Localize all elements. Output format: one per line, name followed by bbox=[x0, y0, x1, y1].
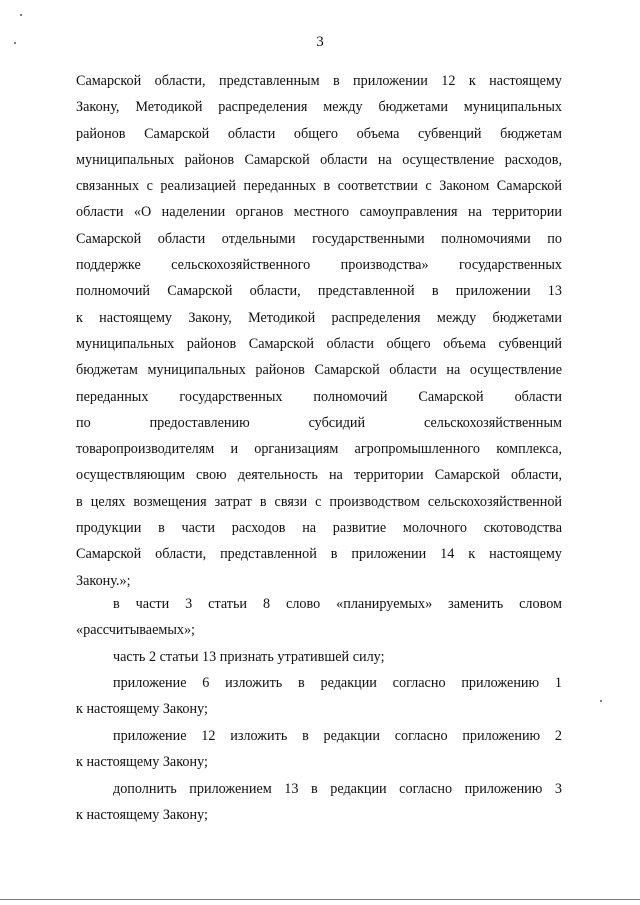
text-line: осуществляющим свою деятельность на территории Самарской области, bbox=[76, 467, 562, 484]
text-line: Закону, Методикой распределения между бюджетами муниципальных bbox=[76, 99, 562, 116]
amendment-paragraph bbox=[76, 644, 562, 670]
page-bottom-edge bbox=[0, 899, 640, 900]
text-line: к настоящему Закону; bbox=[76, 807, 208, 824]
amendment-paragraph bbox=[76, 591, 562, 644]
amendment-paragraph bbox=[76, 723, 562, 776]
text-line: по предоставлению субсидий сельскохозяйственным bbox=[76, 414, 562, 431]
text-line: товаропроизводителям и организациям агропромышленного комплекса, bbox=[76, 441, 562, 458]
page-number: 3 bbox=[316, 34, 324, 50]
text-line: в части 3 статьи 8 слово «планируемых» заменить словом bbox=[113, 596, 562, 612]
scan-speck bbox=[600, 700, 602, 702]
text-line: Закону.»; bbox=[76, 572, 131, 589]
text-line: бюджетам муниципальных районов Самарской области на осуществление bbox=[76, 362, 562, 379]
text-line: муниципальных районов Самарской области общего объема субвенций bbox=[76, 335, 562, 352]
text-line: области «О наделении органов местного самоуправления на территории bbox=[76, 204, 562, 221]
text-line: муниципальных районов Самарской области на осуществление расходов, bbox=[76, 151, 562, 168]
text-line: дополнить приложением 13 в редакции согласно приложению 3 bbox=[113, 781, 562, 797]
text-line: приложение 12 изложить в редакции согласно приложению 2 bbox=[113, 728, 562, 744]
text-line: к настоящему Закону; bbox=[76, 701, 208, 718]
text-line: к настоящему Закону; bbox=[76, 754, 208, 771]
text-line: связанных с реализацией переданных в соответствии с Законом Самарской bbox=[76, 178, 562, 195]
continued-paragraph bbox=[76, 68, 562, 594]
text-line: продукции в части расходов на развитие молочного скотоводства bbox=[76, 520, 562, 537]
text-line: районов Самарской области общего объема субвенций бюджетам bbox=[76, 125, 562, 142]
text-line: поддержке сельскохозяйственного производства» государственных bbox=[76, 257, 562, 274]
text-line: переданных государственных полномочий Самарской области bbox=[76, 388, 562, 405]
text-line: приложение 6 изложить в редакции согласно приложению 1 bbox=[113, 675, 562, 691]
amendment-paragraph bbox=[76, 776, 562, 829]
scan-speck bbox=[20, 14, 22, 16]
text-line: часть 2 статьи 13 признать утратившей силу; bbox=[113, 649, 385, 665]
text-line: Самарской области, представленной в приложении 14 к настоящему bbox=[76, 546, 562, 563]
text-line: в целях возмещения затрат в связи с производством сельскохозяйственной bbox=[76, 493, 562, 510]
text-line: Самарской области отдельными государственными полномочиями по bbox=[76, 230, 562, 247]
text-line: Самарской области, представленным в приложении 12 к настоящему bbox=[76, 73, 562, 89]
amendment-paragraph bbox=[76, 670, 562, 723]
text-line: «рассчитываемых»; bbox=[76, 622, 196, 639]
text-line: к настоящему Закону, Методикой распределения между бюджетами bbox=[76, 309, 562, 326]
text-line: полномочий Самарской области, представленной в приложении 13 bbox=[76, 283, 562, 300]
